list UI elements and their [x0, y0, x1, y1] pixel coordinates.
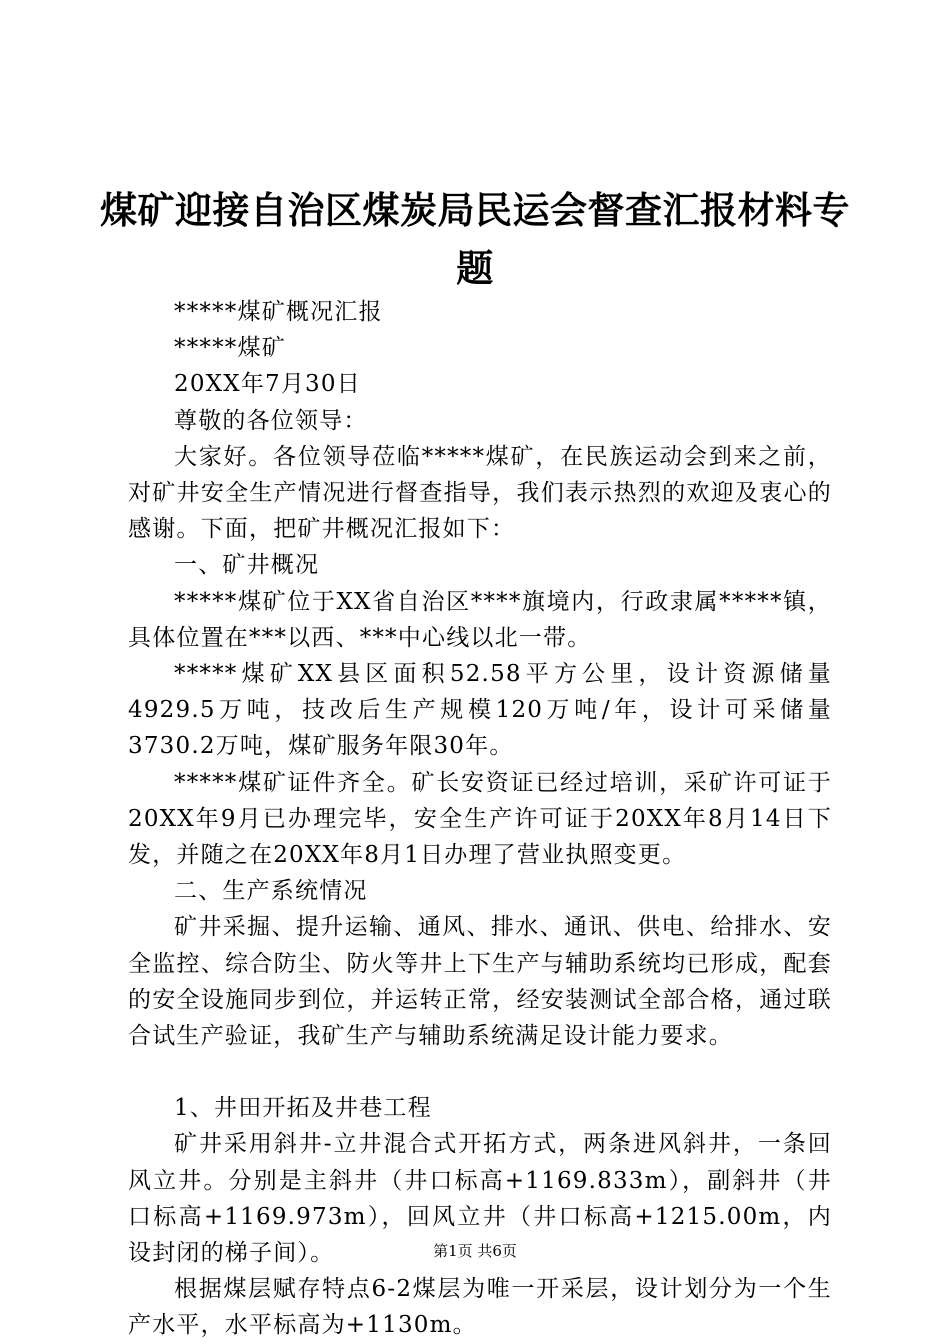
body-paragraph: 根据煤层赋存特点6-2煤层为唯一开采层，设计划分为一个生产水平，水平标高为+1130m。 [128, 1276, 832, 1339]
body-paragraph: 大家好。各位领导莅临*****煤矿，在民族运动会到来之前，对矿井安全生产情况进行督查指导，我们表示热烈的欢迎及衷心的感谢。下面，把矿井概况汇报如下： [128, 443, 832, 543]
document-title: 煤矿迎接自治区煤炭局民运会督查汇报材料专题 [100, 189, 850, 290]
report-author: *****煤矿 [174, 335, 286, 362]
report-date: 20XX年7月30日 [174, 371, 361, 398]
page-footer: 第1页 共6页 [433, 1242, 517, 1260]
subsection-heading-development: 1、井田开拓及井巷工程 [174, 1095, 432, 1122]
document-body [128, 294, 832, 1344]
body-paragraph: *****煤矿XX县区面积52.58平方公里，设计资源储量4929.5万吨，技改后生产规模120万吨/年，设计可采储量3730.2万吨，煤矿服务年限30年。 [128, 661, 832, 760]
report-heading: *****煤矿概况汇报 [174, 299, 383, 325]
salutation: 尊敬的各位领导： [174, 407, 368, 434]
section-heading-production-system: 二、生产系统情况 [174, 878, 368, 905]
body-paragraph: 矿井采用斜井-立井混合式开拓方式，两条进风斜井，一条回风立井。分别是主斜井（井口标高+1169.833m），副斜井（井口标高+1169.973m），回风立井（井口标高+1215.00m，内设封闭的梯子间）。 [128, 1131, 832, 1267]
body-paragraph: *****煤矿位于XX省自治区****旗境内，行政隶属*****镇，具体位置在***以西、***中心线以北一带。 [128, 588, 832, 651]
body-paragraph: 矿井采掘、提升运输、通风、排水、通讯、供电、给排水、安全监控、综合防尘、防火等井上下生产与辅助系统均已形成，配套的安全设施同步到位，并运转正常，经安装测试全部合格，通过联合试生产验证，我矿生产与辅助系统满足设计能力要求。 [128, 914, 832, 1050]
section-heading-mine-overview: 一、矿井概况 [174, 552, 320, 579]
body-paragraph: *****煤矿证件齐全。矿长安资证已经过培训，采矿许可证于20XX年9月已办理完毕，安全生产许可证于20XX年8月14日下发，并随之在20XX年8月1日办理了营业执照变更。 [128, 769, 832, 869]
